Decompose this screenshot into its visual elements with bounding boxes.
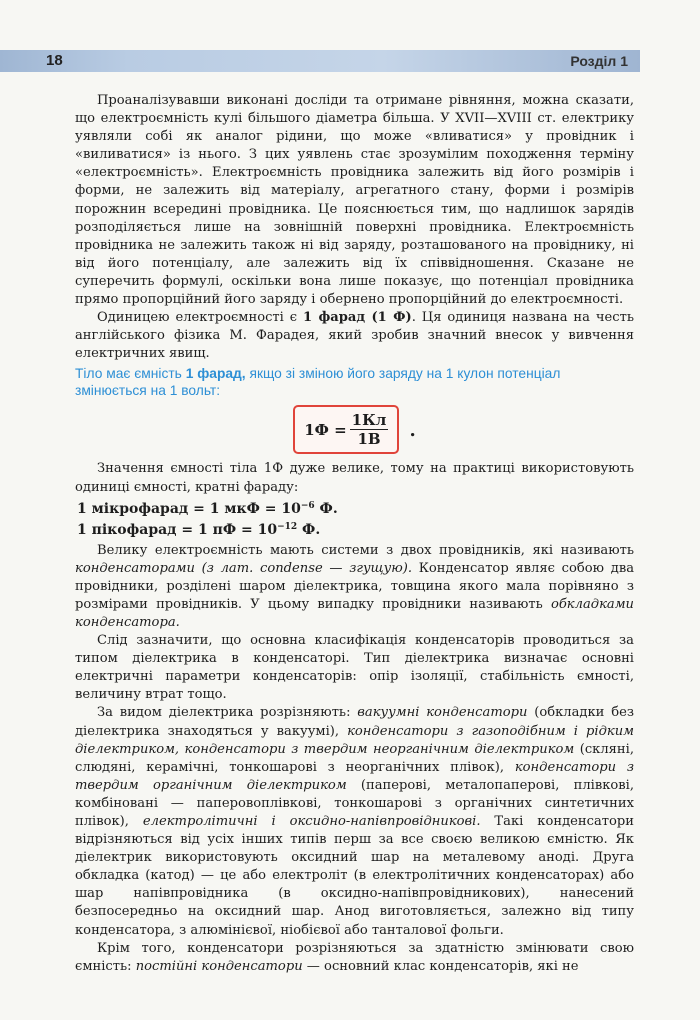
paragraph-variable-capacitance: Крім того, конденсатори розрізняються за здатністю змінювати свою ємність: постійні конденсатори — основний клас конденсаторів, які не: [75, 940, 634, 974]
formula-box: [293, 405, 399, 454]
formula-denominator: 1В: [357, 430, 381, 449]
paragraph-farad-unit: Одиницею електроємності є 1 фарад (1 Ф). Ця одиниця названа на честь англійського фізика М. Фарадея, який зробив значний внесок у вивчення електричних явищ.: [75, 310, 634, 362]
section-label: Розділ 1: [570, 53, 628, 69]
formula-fraction: [350, 411, 389, 448]
paragraph-electrocapacity: Проаналізувавши виконані досліди та отримане рівняння, можна сказати, що електроємність кулі більшого діаметра більша. У XVII—XVIII ст. електрику уявляли собі як аналог рідини, що може «вливатися» у провідник і «виливатися» із нього. З цих уявлень стає зрозумілим походження терміну «електроємність». Електроємність провідника залежить від його розмірів і форми, не залежить від матеріалу, агрегатного стану, форми і розмірів порожнин всередині провідника. Це пояснюється тим, що надлишок зарядів розподіляється лише на зовнішній поверхні провідника. Електроємність провідника не залежить також ні від заряду, розташованого на провіднику, ні від його потенціалу, але залежить від їх співвідношення. Сказане не суперечить формулі, оскільки вона лише показує, що потенціал провідника прямо пропорційний його заряду і обернено пропорційний до електроємності.: [75, 93, 634, 308]
farad-formula: [75, 405, 634, 454]
formula-period: .: [409, 420, 416, 442]
paragraph-classification: Слід зазначити, що основна класифікація конденсаторів проводиться за типом діелектрика в конденсаторі. Тип діелектрика визначає основні електричні параметри конденсаторів: опір ізоляції, стабільність ємності, величину втрат тощо.: [75, 633, 634, 703]
unit-picofarad: 1 пікофарад = 1 пФ = $10^{-12}$ Ф.: [77, 521, 321, 538]
paragraph-capacitor-definition: Велику електроємність мають системи з двох провідників, які називають конденсаторами (з лат. condense — згущую). Конденсатор являє собою два провідники, розділені шаром діелектрика, товщина якого мала порівняно з розмірами провідників. У цьому випадку провідники називають обкладками конденсатора.: [75, 542, 634, 630]
unit-microfarad: 1 мікрофарад = 1 мкФ = $10^{-6}$ Ф.: [77, 500, 338, 517]
page-body: [75, 92, 634, 976]
page-number: 18: [46, 52, 63, 69]
farad-definition: Тіло має ємність 1 фарад, якщо зі зміною його заряду на 1 кулон потенціал змінюється на 1 вольт:: [75, 366, 561, 399]
farad-term: 1 фарад (1 Ф): [303, 310, 412, 326]
formula-numerator: 1Кл: [351, 411, 387, 430]
paragraph-dielectric-types: За видом діелектрика розрізняють: вакуумні конденсатори (обкладки без діелектрика знаходяться у вакуумі), конденсатори з газоподібним і рідким діелектриком, конденсатори з твердим неорганічним діелектриком (скляні, слюдяні, керамічні, тонкошарові з неорганічних плівок), конденсатори з твердим органічним діелектриком (паперові, металопаперові, плівкові, комбіновані — паперовоплівкові, тонкошарові з органічних синтетичних плівок), електролітичні і оксидно-напівпровідникові. Такі конденсатори відрізняються від усіх інших типів перш за все своєю великою ємністю. Як діелектрик використовують оксидний шар на металевому аноді. Друга обкладка (катод) — це або електроліт (в електролітичних конденсаторах) або шар напівпровідника (в оксидно-напівпровідникових), нанесений безпосередньо на оксидний шар. Анод виготовляється, залежно від типу конденсатора, з алюмінієвої, ніобієвої або танталової фольги.: [75, 705, 634, 938]
formula-lhs: 1Ф =: [304, 420, 347, 439]
paragraph-farad-large: Значення ємності тіла 1Ф дуже велике, тому на практиці використовують одиниці ємності, кратні фараду:: [75, 461, 634, 495]
header-band: [0, 50, 640, 72]
